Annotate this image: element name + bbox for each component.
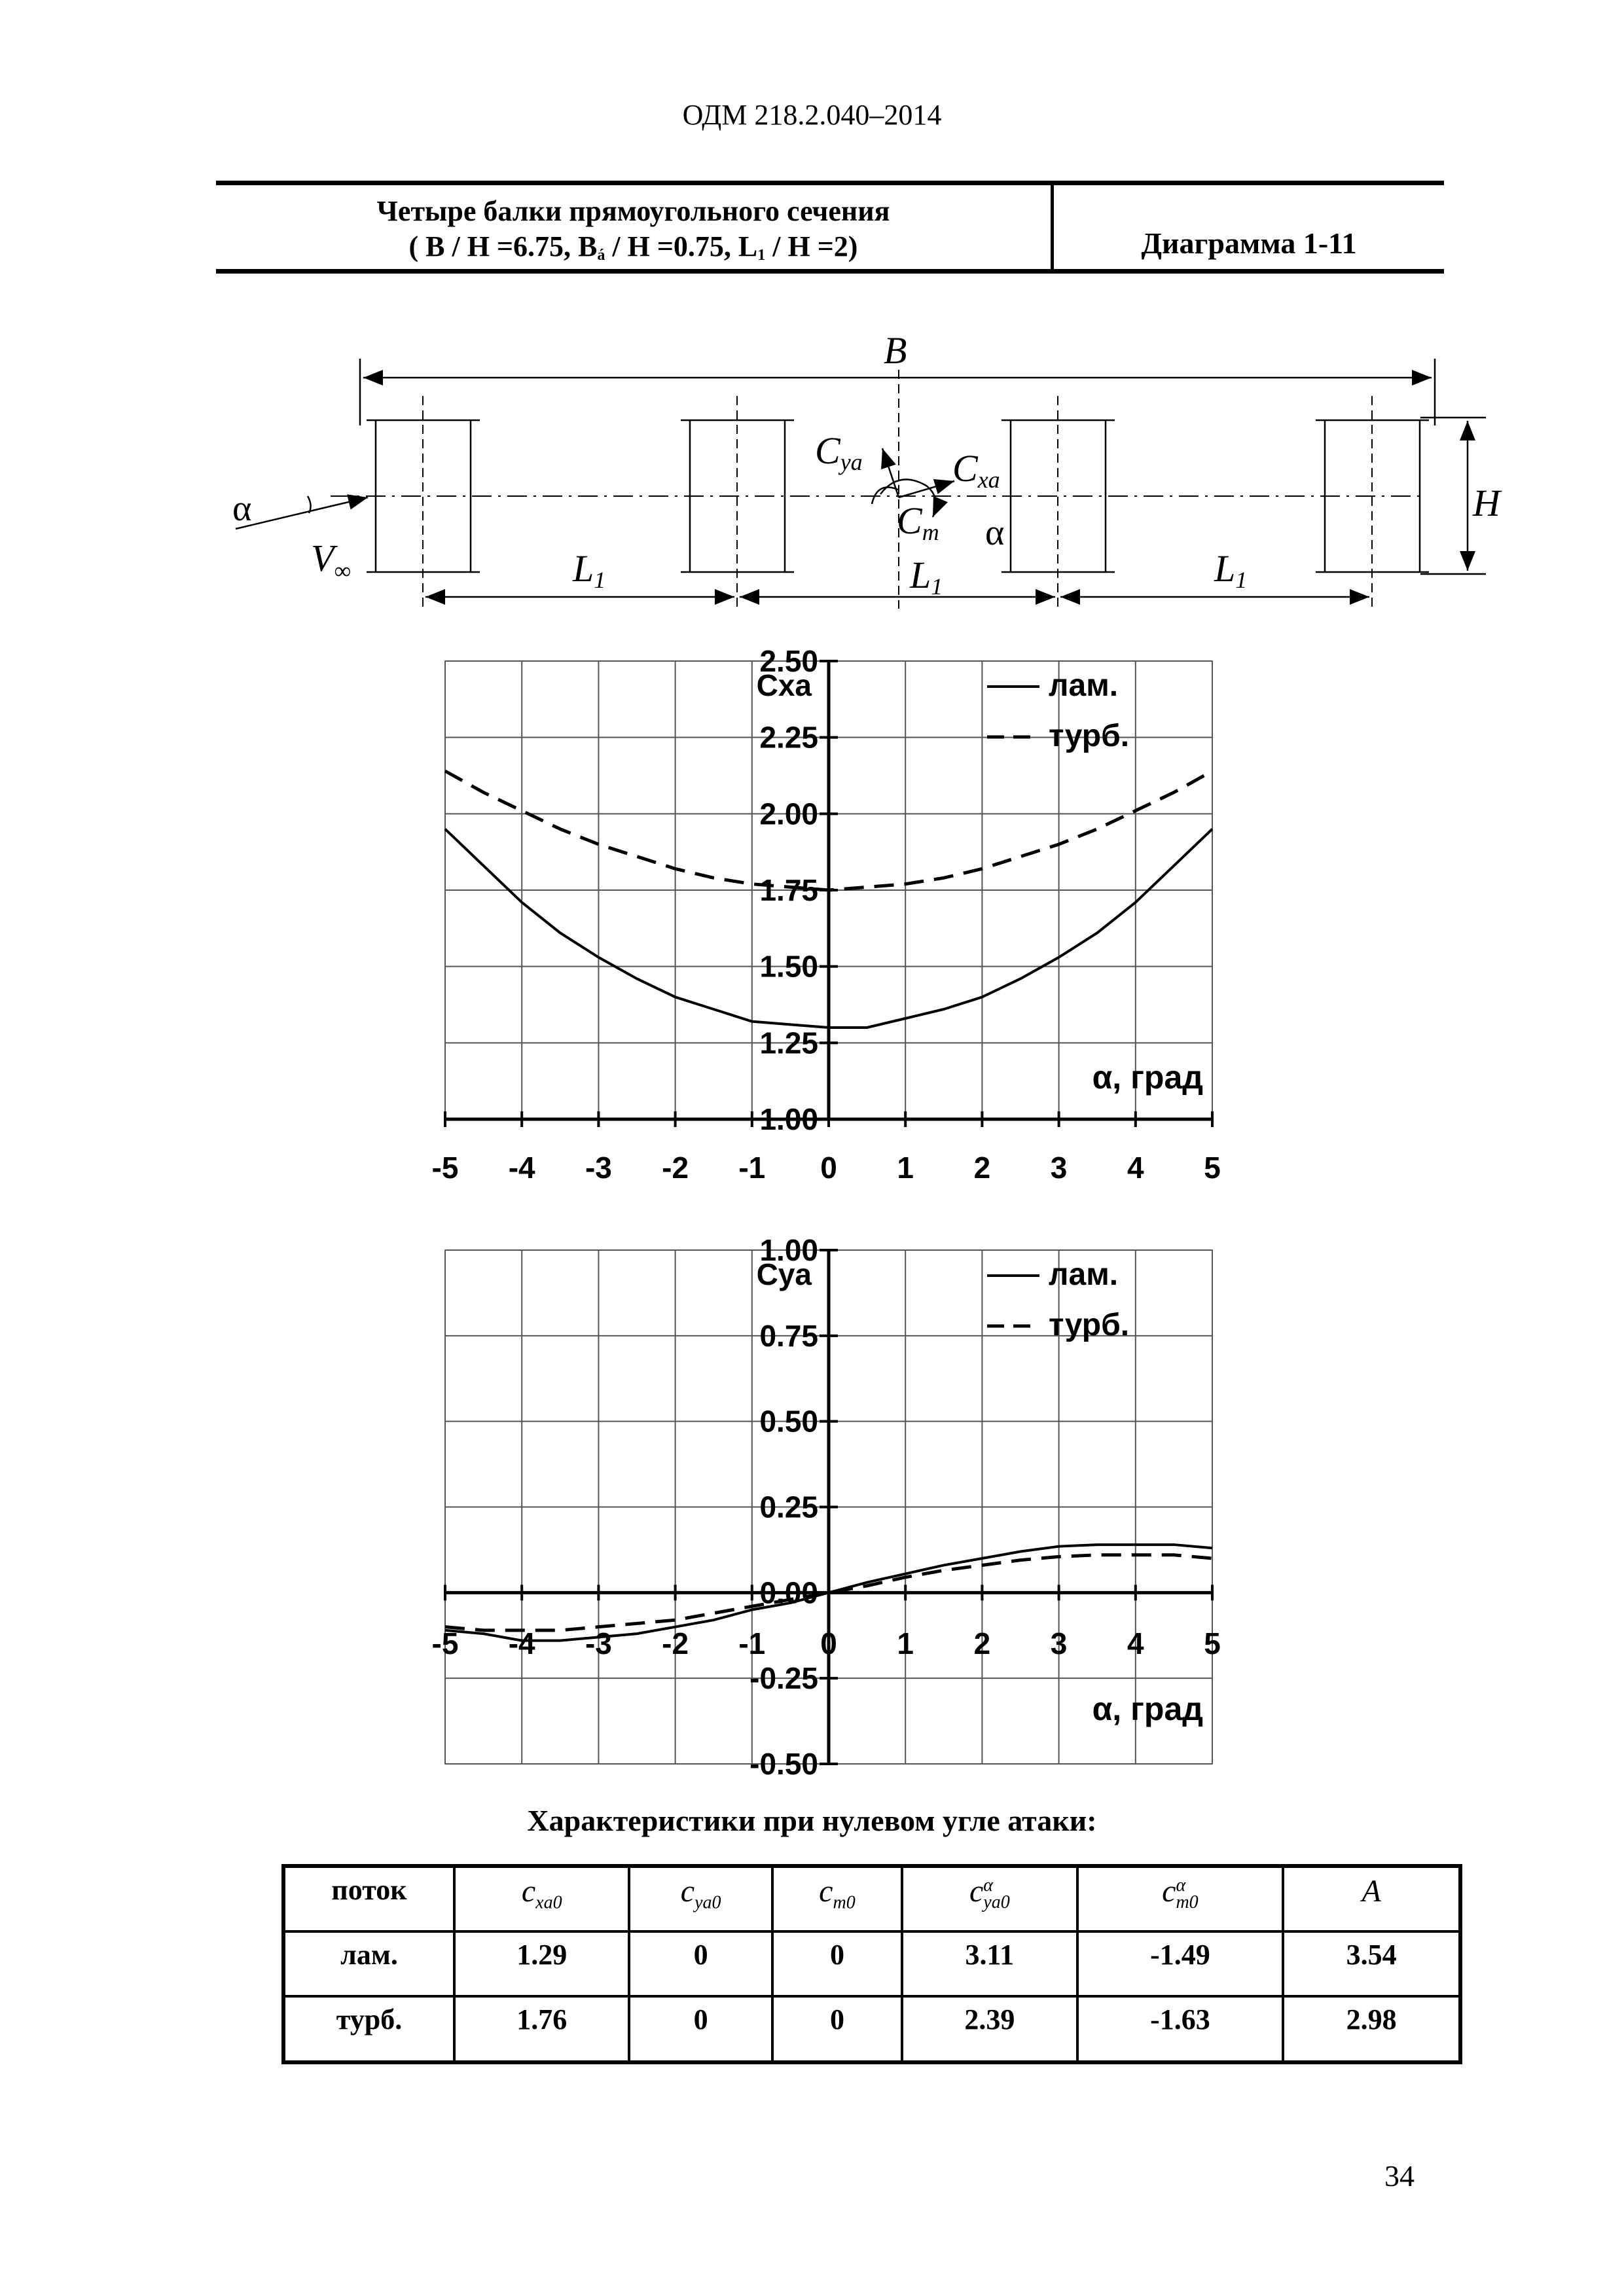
legend-label: турб. [1049,719,1130,753]
svg-text:L1: L1 [910,554,943,600]
x-tick-label: -2 [662,1151,689,1185]
label-alpha-right: α [985,512,1005,553]
legend-label: лам. [1049,1257,1119,1292]
cell-value: -1.49 [1077,1931,1284,1996]
x-axis-label: α, град [1092,1691,1203,1727]
x-tick-label: -4 [508,1626,535,1660]
cell-value: 3.54 [1283,1931,1460,1996]
legend-label: лам. [1049,668,1119,703]
header-flow: поток [283,1866,454,1931]
svg-text:L1: L1 [1214,547,1248,593]
cell-value: 1.29 [454,1931,629,1996]
characteristics-table [281,1864,1462,2064]
diagram-number: Диаграмма 1-11 [1141,226,1357,260]
x-tick-label: -1 [738,1151,766,1185]
y-tick-label: 1.75 [759,873,818,907]
cell-value: 0 [772,1996,902,2062]
label-cm: C [897,499,922,542]
cell-value: 0 [772,1931,902,1996]
x-tick-label: -5 [431,1626,459,1660]
header-cm0-alpha: cα m0 [1077,1866,1284,1931]
cell-value: 0 [629,1931,772,1996]
x-tick-label: 3 [1050,1626,1068,1660]
label-cya: C [815,429,840,472]
y-tick-label: 0.25 [759,1490,818,1524]
x-tick-label: 2 [973,1626,991,1660]
x-tick-label: 0 [820,1626,837,1660]
x-tick-label: -1 [738,1626,766,1660]
header-a: A [1283,1866,1460,1931]
header-cxa0: $c_{xa0}$ [454,1866,629,1931]
label-l1: L [573,547,594,590]
cell-flow: лам. [283,1931,454,1996]
header-cya0: $c_{ya0}$ [629,1866,772,1931]
x-tick-label: -4 [508,1151,535,1185]
y-axis-label: Cya [756,1257,812,1291]
page-number: 34 [1384,2159,1415,2193]
y-tick-label: 0.50 [759,1404,818,1439]
y-tick-label: 1.25 [759,1026,818,1060]
svg-text:Cya: Cya [815,429,863,475]
x-tick-label: 1 [897,1626,914,1660]
y-tick-label: -0.50 [749,1747,818,1781]
x-tick-label: 1 [897,1151,914,1185]
characteristics-title: Характеристики при нулевом угле атаки: [527,1804,1097,1837]
table-row [283,1931,1460,1996]
svg-text:L1: L1 [573,547,606,593]
x-tick-label: 4 [1127,1151,1144,1185]
legend-label: турб. [1049,1308,1130,1342]
header-cya0-alpha: cα ya0 [902,1866,1077,1931]
y-tick-label: 1.50 [759,949,818,984]
x-tick-label: 5 [1204,1626,1221,1660]
x-tick-label: 4 [1127,1626,1144,1660]
x-tick-label: 2 [973,1151,991,1185]
label-cxa: C [952,447,978,490]
table-header-row [283,1866,1460,1931]
y-tick-label: 2.00 [759,797,818,831]
table-row [283,1996,1460,2062]
cell-value: 2.39 [902,1996,1077,2062]
y-tick-label: 1.00 [759,1102,818,1136]
x-tick-label: 0 [820,1151,837,1185]
label-b: B [884,329,907,372]
cell-value: 1.76 [454,1996,629,2062]
x-tick-label: -2 [662,1626,689,1660]
x-tick-label: 3 [1050,1151,1068,1185]
x-tick-label: -3 [585,1626,612,1660]
cell-value: 0 [629,1996,772,2062]
document-code: ОДМ 218.2.040–2014 [682,99,942,131]
y-tick-label: 0.75 [759,1318,818,1353]
y-tick-label: 2.50 [759,644,818,678]
cell-value: 2.98 [1283,1996,1460,2062]
title-line-1: Четыре балки прямоугольного сечения [376,195,890,227]
cell-value: -1.63 [1077,1996,1284,2062]
y-axis-label: Cxa [756,668,812,702]
cell-flow: турб. [283,1996,454,2062]
svg-text:V∞: $V_\infty$ [311,537,352,584]
y-tick-label: 2.25 [759,720,818,755]
x-axis-label: α, град [1092,1059,1203,1096]
svg-text:Cm: Cm [897,499,939,545]
y-tick-label: 0.00 [759,1575,818,1610]
x-tick-label: -5 [431,1151,459,1185]
label-h: H [1473,482,1500,524]
x-tick-label: -3 [585,1151,612,1185]
svg-text:Cxa: Cxa [952,447,1000,493]
x-tick-label: 5 [1204,1151,1221,1185]
label-alpha-left: α [232,488,252,529]
y-tick-label: -0.25 [749,1661,818,1696]
label-velocity: V [311,537,334,579]
header-cm0: $c_{m0}$ [772,1866,902,1931]
y-tick-label: 1.00 [759,1233,818,1267]
title-line-2: ( B / H =6.75, $B_á / H =0.75$, $L_1 / H =2$) [408,230,858,264]
cell-value: 3.11 [902,1931,1077,1996]
